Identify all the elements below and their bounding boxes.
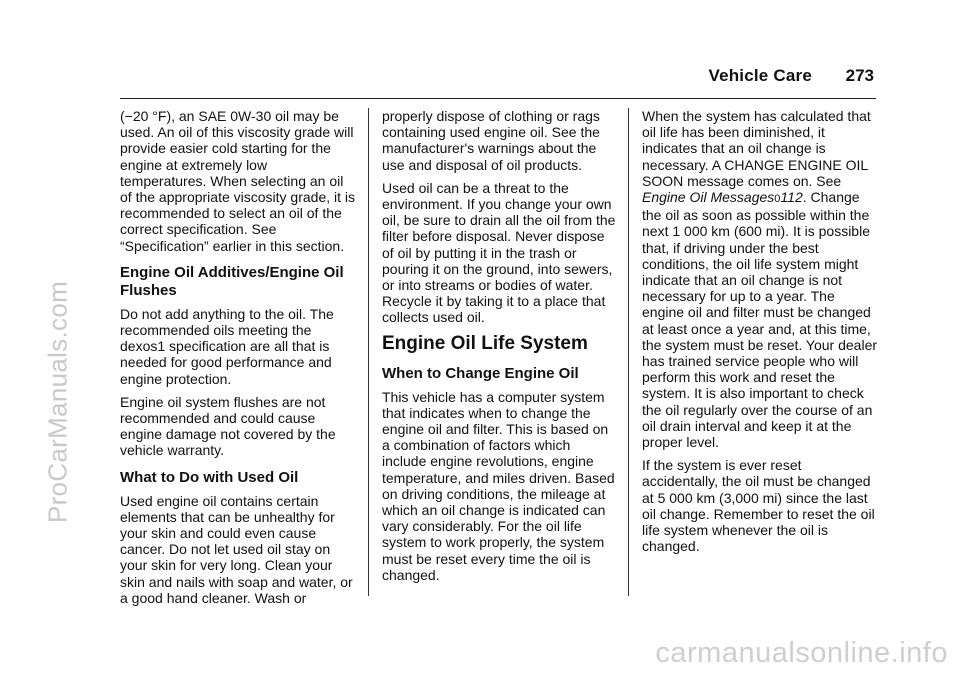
reference-page-number[interactable]: 112 <box>780 189 803 206</box>
paragraph-flushes: Engine oil system flushes are not recommended and could cause engine damage not covered by the vehicle warranty. <box>120 393 336 459</box>
column-1 <box>120 108 356 613</box>
page-header <box>120 66 876 99</box>
heading-used-oil: What to Do with Used Oil <box>120 468 299 486</box>
paragraph-used-oil-health: Used engine oil contains certain elements that can be unhealthy for your skin and could even cause cancer. Do not let used oil stay on your skin for very long. Clean your skin and nails with soap and water, or a good hand cleaner. Wash or <box>120 492 353 606</box>
paragraph-reset-accidentally: If the system is ever reset accidentally, the oil must be changed at 5 000 km (3,000 mi) since the last oil change. Remember to reset the oil life system whenever the oil is changed. <box>642 457 875 555</box>
text-before-link: When the system has calculated that oil life has been diminished, it indicates that an oil change is necessary. A CHANGE ENGINE OIL SOON message comes on. See <box>642 108 871 189</box>
paragraph-environment: Used oil can be a threat to the environment. If you change your own oil, be sure to drain all the oil from the filter before disposal. Never dispose of oil by putting it in the trash or pouring it on the ground, into sewers, or into streams or bodies of water. Recycle it by taking it to a place that collects used oil. <box>382 179 616 326</box>
side-watermark: ProCarManuals.com <box>42 280 73 524</box>
header-section-title: Vehicle Care <box>708 66 812 85</box>
page-number: 273 <box>845 66 874 85</box>
heading-when-to-change: When to Change Engine Oil <box>382 364 579 382</box>
column-3 <box>642 108 878 561</box>
paragraph-oil-life-diminished <box>642 108 878 450</box>
text-after-link: . Change the oil as soon as possible within the next 1 000 km (600 mi). It is possible that, if driving under the best conditions, the oil life system might indicate that an oil change is not necessary for up to a year. The engine oil and filter must be changed at least once a year and, at this time, the system must be reset. Your dealer has trained service people who will perform this work and reset the system. It is also important to check the oil regularly over the course of an oil drain interval and keep it at the proper level. <box>642 189 878 451</box>
paragraph-do-not-add: Do not add anything to the oil. The recommended oils meeting the dexos1 specification are all that is needed for good performance and engine protection. <box>120 305 334 387</box>
column-2 <box>382 108 618 590</box>
heading-oil-life-system: Engine Oil Life System <box>382 332 588 354</box>
paragraph-dispose-clothing: properly dispose of clothing or rags containing used engine oil. See the manufacturer's warnings about the use and disposal of oil products. <box>382 108 600 173</box>
paragraph-computer-system: This vehicle has a computer system that indicates when to change the engine oil and filter. This is based on a combination of factors which include engine revolutions, engine temperature, and miles driven. Based on driving conditions, the mileage at which an oil change is indicated can vary considerably. For the oil life system to work properly, the system must be reset every time the oil is changed. <box>382 388 615 583</box>
page-reference-icon: 0 <box>774 193 781 206</box>
paragraph-viscosity: (−20 °F), an SAE 0W-30 oil may be used. An oil of this viscosity grade will provide easier cold starting for the engine at extremely low temperatures. When selecting an oil of the appropriate viscosity grade, it is recommended to select an oil of the correct specification. See “Specification” earlier in this section. <box>120 108 356 254</box>
column-divider-2 <box>628 108 629 596</box>
link-engine-oil-messages[interactable]: Engine Oil Messages <box>642 189 775 206</box>
heading-oil-additives: Engine Oil Additives/Engine Oil Flushes <box>120 263 344 299</box>
bottom-watermark: carmanualsonline.info <box>655 637 948 669</box>
column-divider-1 <box>368 108 369 596</box>
